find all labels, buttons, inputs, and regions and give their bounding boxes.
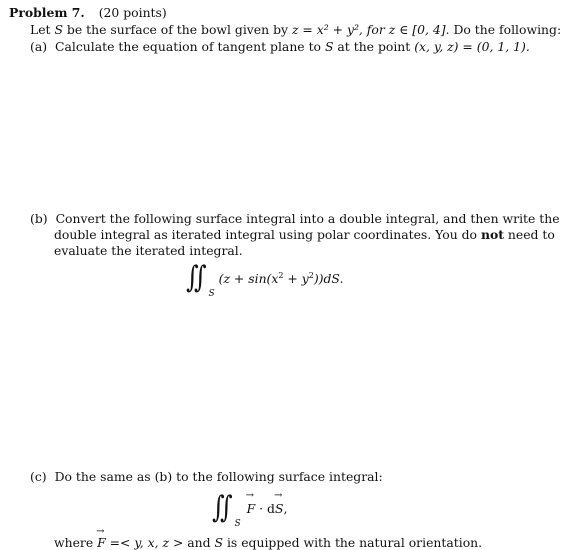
part-c-where	[54, 535, 482, 550]
part-b-line-3	[54, 243, 470, 258]
integrand-c	[247, 501, 288, 516]
double-integral-symbol-b: ∬	[186, 260, 200, 295]
part-b-line-2	[54, 227, 555, 242]
intro-prefix: Let	[30, 22, 55, 37]
problem-points: (20 points)	[98, 5, 167, 20]
part-a-point: (x, y, z) = (0, 1, 1).	[414, 39, 530, 54]
where-vector-f: → F	[97, 535, 106, 550]
part-b-line2-text: double integral as iterated integral using polar coordinates. You do	[54, 227, 481, 242]
integrand-c-dot: · d	[255, 501, 275, 516]
part-b-bold-not: not	[480, 227, 504, 242]
double-integral-symbol-c: ∬	[212, 490, 226, 525]
where-end: is equipped with the natural orientation.	[223, 535, 483, 550]
integrand-b-part2: + y	[283, 271, 309, 286]
part-a-var: S	[324, 39, 334, 54]
vector-ds: → S	[275, 501, 284, 516]
intro-suffix: . Do the following:	[445, 22, 561, 37]
integrand-c-end: ,	[283, 501, 288, 516]
integrand-b-part3: ))dS.	[313, 271, 344, 286]
part-c	[30, 469, 383, 484]
intro-surface-var: S	[54, 22, 63, 37]
part-b-line1-text: Convert the following surface integral into a double integral, and then write the	[55, 211, 560, 226]
part-b-label: (b)	[30, 211, 48, 226]
part-a	[30, 39, 530, 54]
part-c-label: (c)	[30, 469, 47, 484]
where-definition: =< y, x, z >	[105, 535, 184, 550]
part-b-integral	[186, 260, 344, 299]
problem-title: Problem 7.	[9, 5, 85, 20]
intro-equation: z = x² + y², for z ∈ [0, 4]	[291, 22, 446, 37]
integral-sub-b: S	[208, 289, 215, 299]
problem-header	[9, 5, 167, 20]
part-b-line2-end: need to	[503, 227, 555, 242]
intro-middle: be the surface of the bowl given by	[62, 22, 292, 37]
part-b-line3-text: evaluate the iterated integral.	[54, 243, 243, 258]
part-b-line-1	[30, 211, 560, 226]
part-c-integral	[212, 490, 288, 529]
where-surface-var: S	[214, 535, 224, 550]
integrand-b: $(z + \sin(x^2 + y^2))dS$.	[218, 270, 344, 286]
vector-f: → F	[247, 501, 256, 516]
integrand-b-part1: (z + sin(x	[218, 271, 279, 286]
part-a-text: Calculate the equation of tangent plane to	[55, 39, 325, 54]
part-a-label: (a)	[30, 39, 48, 54]
problem-intro	[30, 22, 561, 37]
integral-sub-c: S	[234, 519, 241, 529]
part-c-text: Do the same as (b) to the following surface integral:	[54, 469, 383, 484]
part-b	[30, 211, 560, 258]
part-a-text-after: at the point	[333, 39, 415, 54]
where-prefix: where	[54, 535, 98, 550]
where-and: and	[183, 535, 215, 550]
